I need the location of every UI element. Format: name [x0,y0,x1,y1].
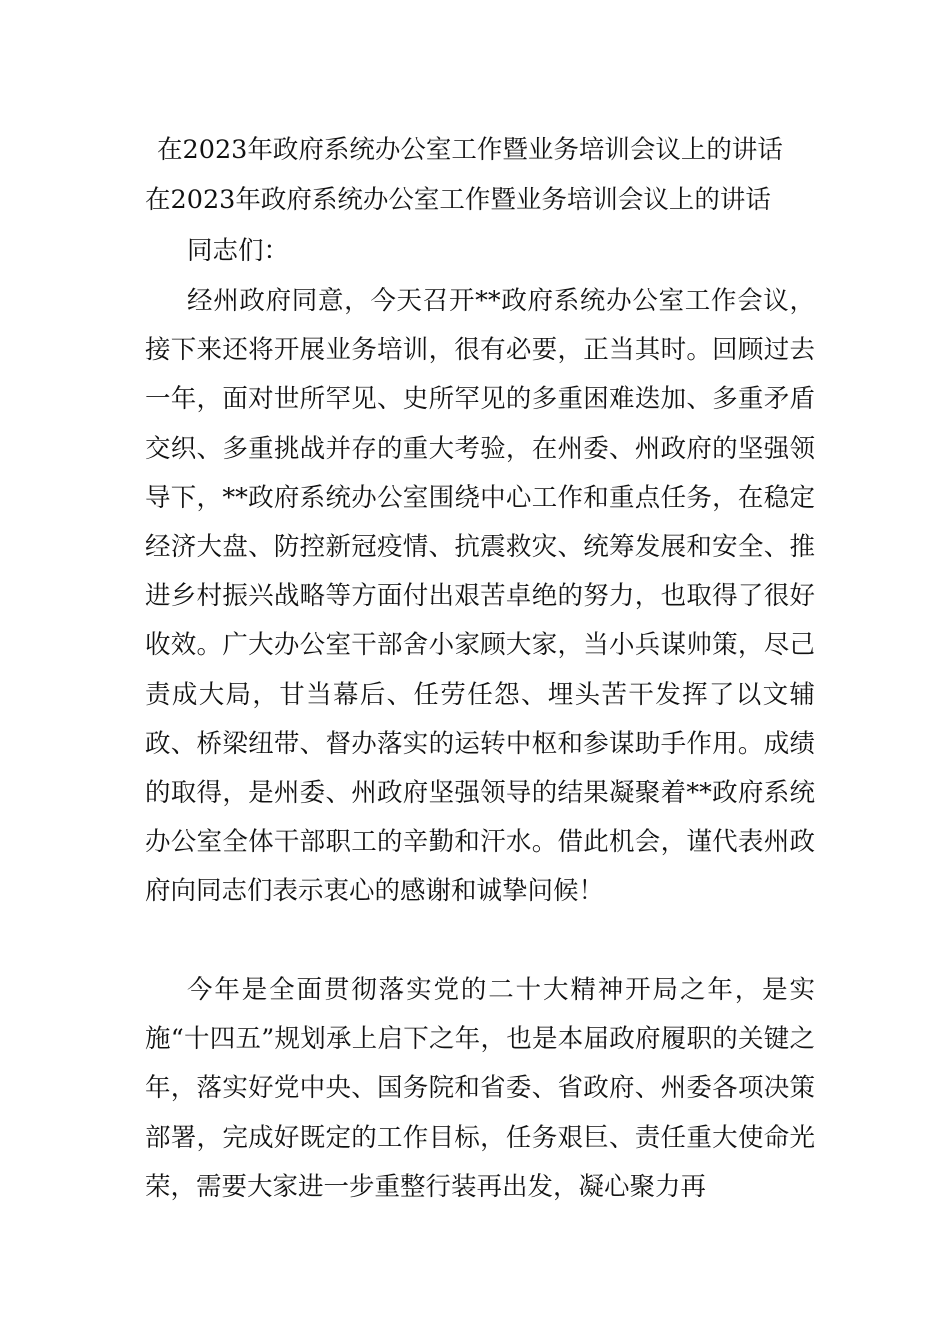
paragraph-2: 今年是全面贯彻落实党的二十大精神开局之年，是实施“十四五”规划承上启下之年，也是本届政府履职的关键之年，落实好党中央、国务院和省委、省政府、州委各项决策部署，完成好既定的工作目标，任务艰巨、责任重大使命光荣，需要大家进一步重整行装再出发，凝心聚力再 [145,975,815,1202]
document-title-repeat: 在2023年政府系统办公室工作暨业务培训会议上的讲话 [145,185,771,215]
document-title: 在2023年政府系统办公室工作暨业务培训会议上的讲话 [157,135,783,165]
salutation: 同志们： [187,236,290,266]
paragraph-1: 经州政府同意，今天召开**政府系统办公室工作会议，接下来还将开展业务培训，很有必要，正当其时。回顾过去一年，面对世所罕见、史所罕见的多重困难迭加、多重矛盾交织、多重挑战并存的重大考验，在州委、州政府的坚强领导下，**政府系统办公室围绕中心工作和重点任务，在稳定经济大盘、防控新冠疫情、抗震救灾、统筹发展和安全、推进乡村振兴战略等方面付出艰苦卓绝的努力，也取得了很好收效。广大办公室干部舍小家顾大家，当小兵谋帅策，尽己责成大局，甘当幕后、任劳任怨、埋头苦干发挥了以文辅政、桥梁纽带、督办落实的运转中枢和参谋助手作用。成绩的取得，是州委、州政府坚强领导的结果凝聚着**政府系统办公室全体干部职工的辛勤和汗水。借此机会，谨代表州政府向同志们表示衷心的感谢和诚挚问候！ [145,286,815,907]
